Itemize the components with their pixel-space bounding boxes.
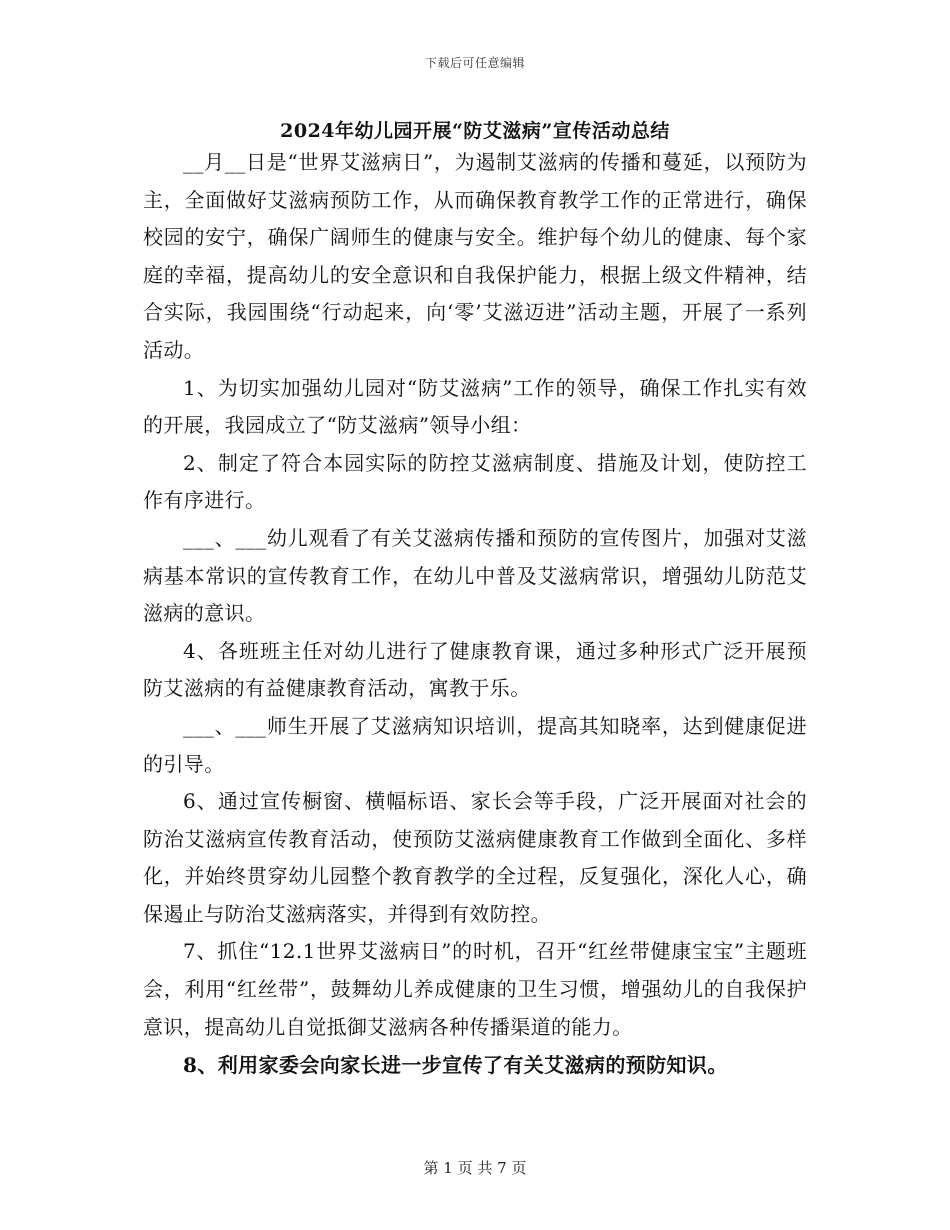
item-3-paragraph: ___、___幼儿观看了有关艾滋病传播和预防的宣传图片，加强对艾滋病基本常识的宣传教育工作，在幼儿中普及艾滋病常识，增强幼儿防范艾滋病的意识。 — [143, 525, 807, 626]
item-1-paragraph: 1、为切实加强幼儿园对“防艾滋病”工作的领导，确保工作扎实有效的开展，我园成立了“防艾滋病”领导小组： — [143, 375, 807, 438]
header-note: 下载后可任意编辑 — [424, 56, 525, 70]
item-8-paragraph: 8、利用家委会向家长进一步宣传了有关艾滋病的预防知识。 — [183, 1053, 728, 1078]
intro-paragraph: __月__日是“世界艾滋病日”，为遏制艾滋病的传播和蔓延，以预防为主，全面做好艾滋病预防工作，从而确保教育教学工作的正常进行，确保校园的安宁，确保广阔师生的健康与安全。维护每个幼儿的健康、每个家庭的幸福，提高幼儿的安全意识和自我保护能力，根据上级文件精神，结合实际，我园围绕“行动起来，向‘零’艾滋迈进”活动主题，开展了一系列活动。 — [143, 150, 807, 362]
document-title: 2024年幼儿园开展“防艾滋病”宣传活动总结 — [280, 120, 670, 142]
item-4-paragraph: 4、各班班主任对幼儿进行了健康教育课，通过多种形式广泛开展预防艾滋病的有益健康教育活动，寓教于乐。 — [143, 638, 807, 701]
item-6-paragraph: 6、通过宣传橱窗、横幅标语、家长会等手段，广泛开展面对社会的防治艾滋病宣传教育活动，使预防艾滋病健康教育工作做到全面化、多样化，并始终贯穿幼儿园整个教育教学的全过程，反复强化，深化人心，确保遏止与防治艾滋病落实，并得到有效防控。 — [143, 789, 807, 926]
document-body — [143, 144, 807, 1085]
page-number-footer: 第 1 页 共 7 页 — [423, 1159, 527, 1177]
item-5-paragraph: ___、___师生开展了艾滋病知识培训，提高其知晓率，达到健康促进的引导。 — [143, 713, 807, 776]
item-7-paragraph: 7、抓住“12.1世界艾滋病日”的时机，召开“红丝带健康宝宝”主题班会，利用“红丝带”，鼓舞幼儿养成健康的卫生习惯，增强幼儿的自我保护意识，提高幼儿自觉抵御艾滋病各种传播渠道的能力。 — [143, 939, 807, 1039]
item-2-paragraph: 2、制定了符合本园实际的防控艾滋病制度、措施及计划，使防控工作有序进行。 — [143, 450, 807, 513]
